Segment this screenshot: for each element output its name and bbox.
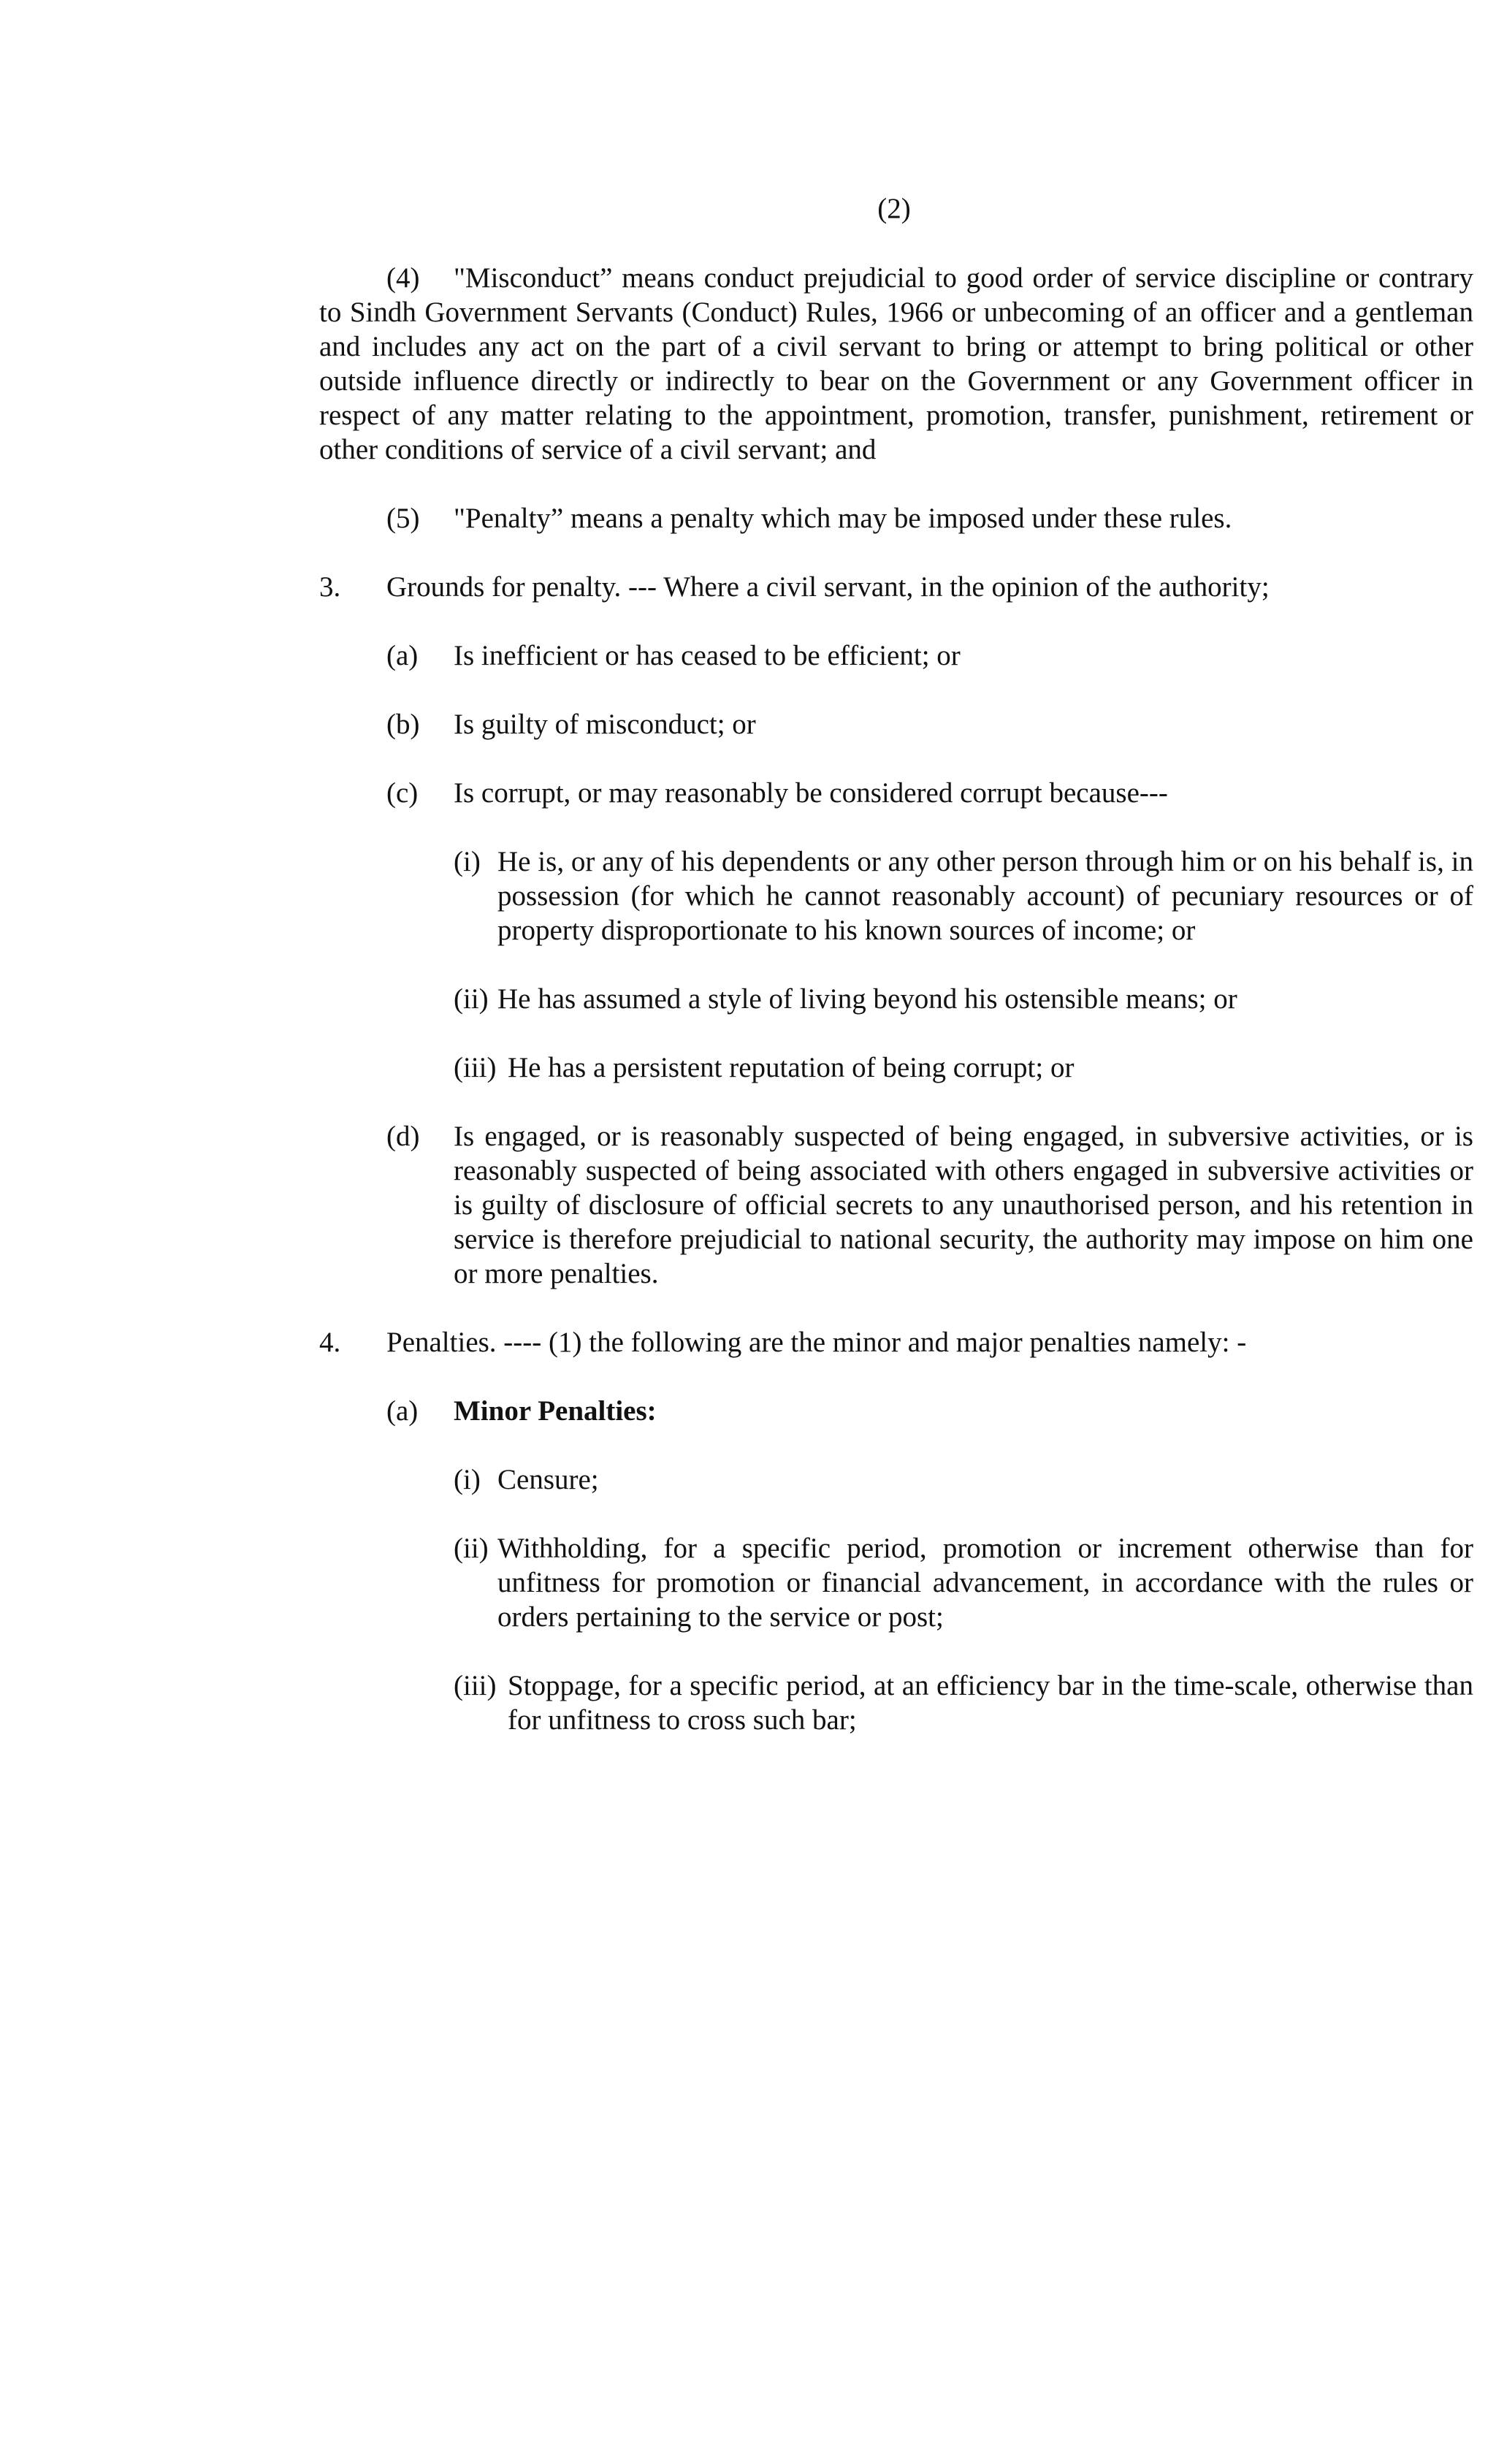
clause-number: (5): [386, 503, 420, 534]
clause-b: [319, 707, 1473, 741]
section-penalties: [319, 1325, 1473, 1359]
clause-text: Is inefficient or has ceased to be efficient; or: [454, 640, 961, 671]
subclause-number: (iii): [454, 1052, 497, 1083]
subclause-number: (i): [454, 1464, 481, 1495]
clause-text: Is engaged, or is reasonably suspected of being engaged, in subversive activities, or is reasonably suspected of being associated with others engaged in subversive activities or is guilty of disclosure of official secrets to any unauthorised person, and his retention in service is therefore prejudicial to national security, the authority may impose on him one or more penalties.: [454, 1121, 1473, 1289]
clause-text: Is corrupt, or may reasonably be considered corrupt because---: [454, 777, 1168, 809]
clause-heading: Minor Penalties:: [454, 1395, 657, 1427]
subclause-text: Stoppage, for a specific period, at an efficiency bar in the time-scale, otherwise than for unfitness to cross such bar;: [508, 1670, 1473, 1736]
definition-misconduct: [319, 261, 1473, 467]
subclause-text: He has assumed a style of living beyond his ostensible means; or: [497, 983, 1237, 1015]
section-grounds-for-penalty: [319, 570, 1473, 604]
clause-text: Is guilty of misconduct; or: [454, 709, 756, 740]
subclause-text: Withholding, for a specific period, promotion or increment otherwise than for unfitness for promotion or financial advancement, in accordance with the rules or orders pertaining to the service or post;: [497, 1533, 1473, 1633]
definition-penalty: [319, 501, 1473, 535]
subclause-number: (ii): [454, 983, 489, 1015]
subclause-ii: [319, 982, 1473, 1016]
clause-number: (d): [386, 1121, 420, 1152]
subclause-number: (i): [454, 846, 481, 877]
clause-number: (b): [386, 709, 420, 740]
clause-number: (a): [386, 640, 419, 671]
section-number: 4.: [319, 1327, 341, 1358]
clause-number: (4): [386, 262, 420, 294]
clause-text: "Misconduct” means conduct prejudicial to good order of service discipline or contrary to Sindh Government Servants (Conduct) Rules, 1966 or unbecoming of an officer and a gentleman and includes any act on the part of a civil servant to bring or attempt to bring political or other outside influence directly or indirectly to bear on the Government or any Government officer in respect of any matter relating to the appointment, promotion, transfer, punishment, retirement or other conditions of service of a civil servant; and: [319, 262, 1473, 465]
clause-text: "Penalty” means a penalty which may be imposed under these rules.: [454, 503, 1232, 534]
penalty-stoppage: [319, 1668, 1473, 1737]
clause-c: [319, 776, 1473, 810]
clause-minor-penalties: [319, 1394, 1473, 1428]
section-text: Grounds for penalty. --- Where a civil servant, in the opinion of the authority;: [386, 571, 1270, 603]
subclause-text: He has a persistent reputation of being corrupt; or: [508, 1052, 1075, 1083]
subclause-text: Censure;: [497, 1464, 599, 1495]
penalty-censure: [319, 1462, 1473, 1497]
subclause-iii: [319, 1050, 1473, 1085]
page-number: (2): [877, 193, 911, 224]
clause-d: [319, 1119, 1473, 1291]
document-body: [319, 261, 1473, 1771]
section-text: Penalties. ---- (1) the following are the minor and major penalties namely: -: [386, 1327, 1247, 1358]
clause-a: [319, 638, 1473, 673]
subclause-text: He is, or any of his dependents or any other person through him or on his behalf is, in possession (for which he cannot reasonably account) of pecuniary resources or of property disproportionate to his known sources of income; or: [497, 846, 1473, 946]
penalty-withholding: [319, 1531, 1473, 1634]
subclause-i: [319, 844, 1473, 947]
subclause-number: (iii): [454, 1670, 497, 1701]
clause-number: (c): [386, 777, 419, 809]
clause-number: (a): [386, 1395, 419, 1427]
subclause-number: (ii): [454, 1533, 489, 1564]
section-number: 3.: [319, 571, 341, 603]
